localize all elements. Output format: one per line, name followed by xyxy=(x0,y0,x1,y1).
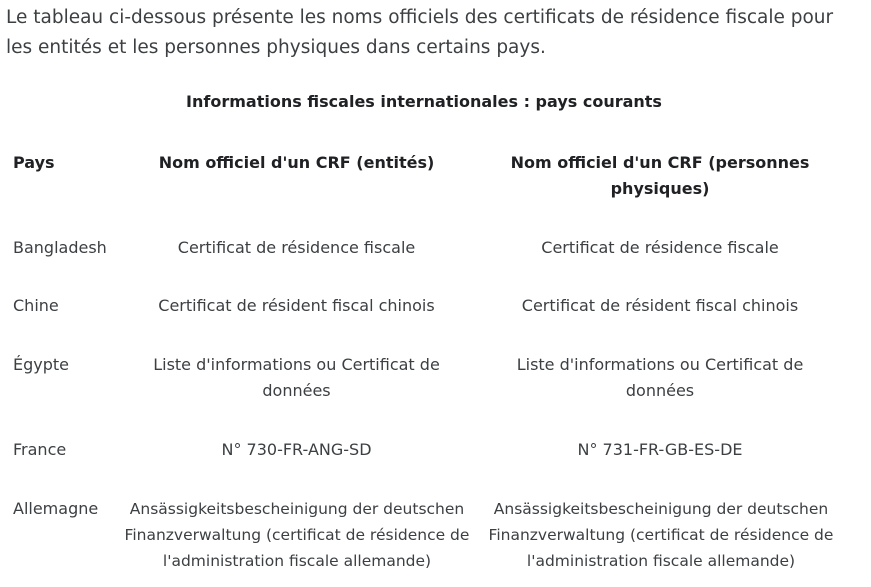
header-entities: Nom officiel d'un CRF (entités) xyxy=(158,153,435,172)
cell-persons: Ansässigkeitsbescheinigung der deutschen Finanzverwaltung (certificat de résidence de l'administration fiscale allemande) xyxy=(488,500,834,570)
cell-entities: Ansässigkeitsbescheinigung der deutschen Finanzverwaltung (certificat de résidence de l'administration fiscale allemande) xyxy=(124,500,470,570)
cell-persons: Certificat de résident fiscal chinois xyxy=(521,296,799,315)
table-caption: Informations fiscales internationales : pays courants xyxy=(186,92,662,111)
cell-entities: Certificat de résident fiscal chinois xyxy=(158,296,435,315)
cell-persons: N° 731-FR-GB-ES-DE xyxy=(577,440,743,459)
cell-persons: Certificat de résidence fiscale xyxy=(541,238,779,257)
cell-country: France xyxy=(13,440,67,459)
intro-paragraph: Le tableau ci-dessous présente les noms officiels des certificats de résidence fiscale pour les entités et les personnes physiques dans certains pays. xyxy=(6,7,834,58)
cell-country: Égypte xyxy=(13,355,70,374)
cell-persons: Liste d'informations ou Certificat de données xyxy=(516,355,804,400)
cell-country: Bangladesh xyxy=(13,238,107,257)
cell-country: Chine xyxy=(13,296,59,315)
cell-entities: N° 730-FR-ANG-SD xyxy=(221,440,372,459)
cell-entities: Certificat de résidence fiscale xyxy=(177,238,416,257)
cell-country: Allemagne xyxy=(13,499,99,518)
header-country: Pays xyxy=(13,153,55,172)
header-persons: Nom officiel d'un CRF (personnes physiques) xyxy=(510,153,810,198)
cell-entities: Liste d'informations ou Certificat de données xyxy=(153,355,440,400)
